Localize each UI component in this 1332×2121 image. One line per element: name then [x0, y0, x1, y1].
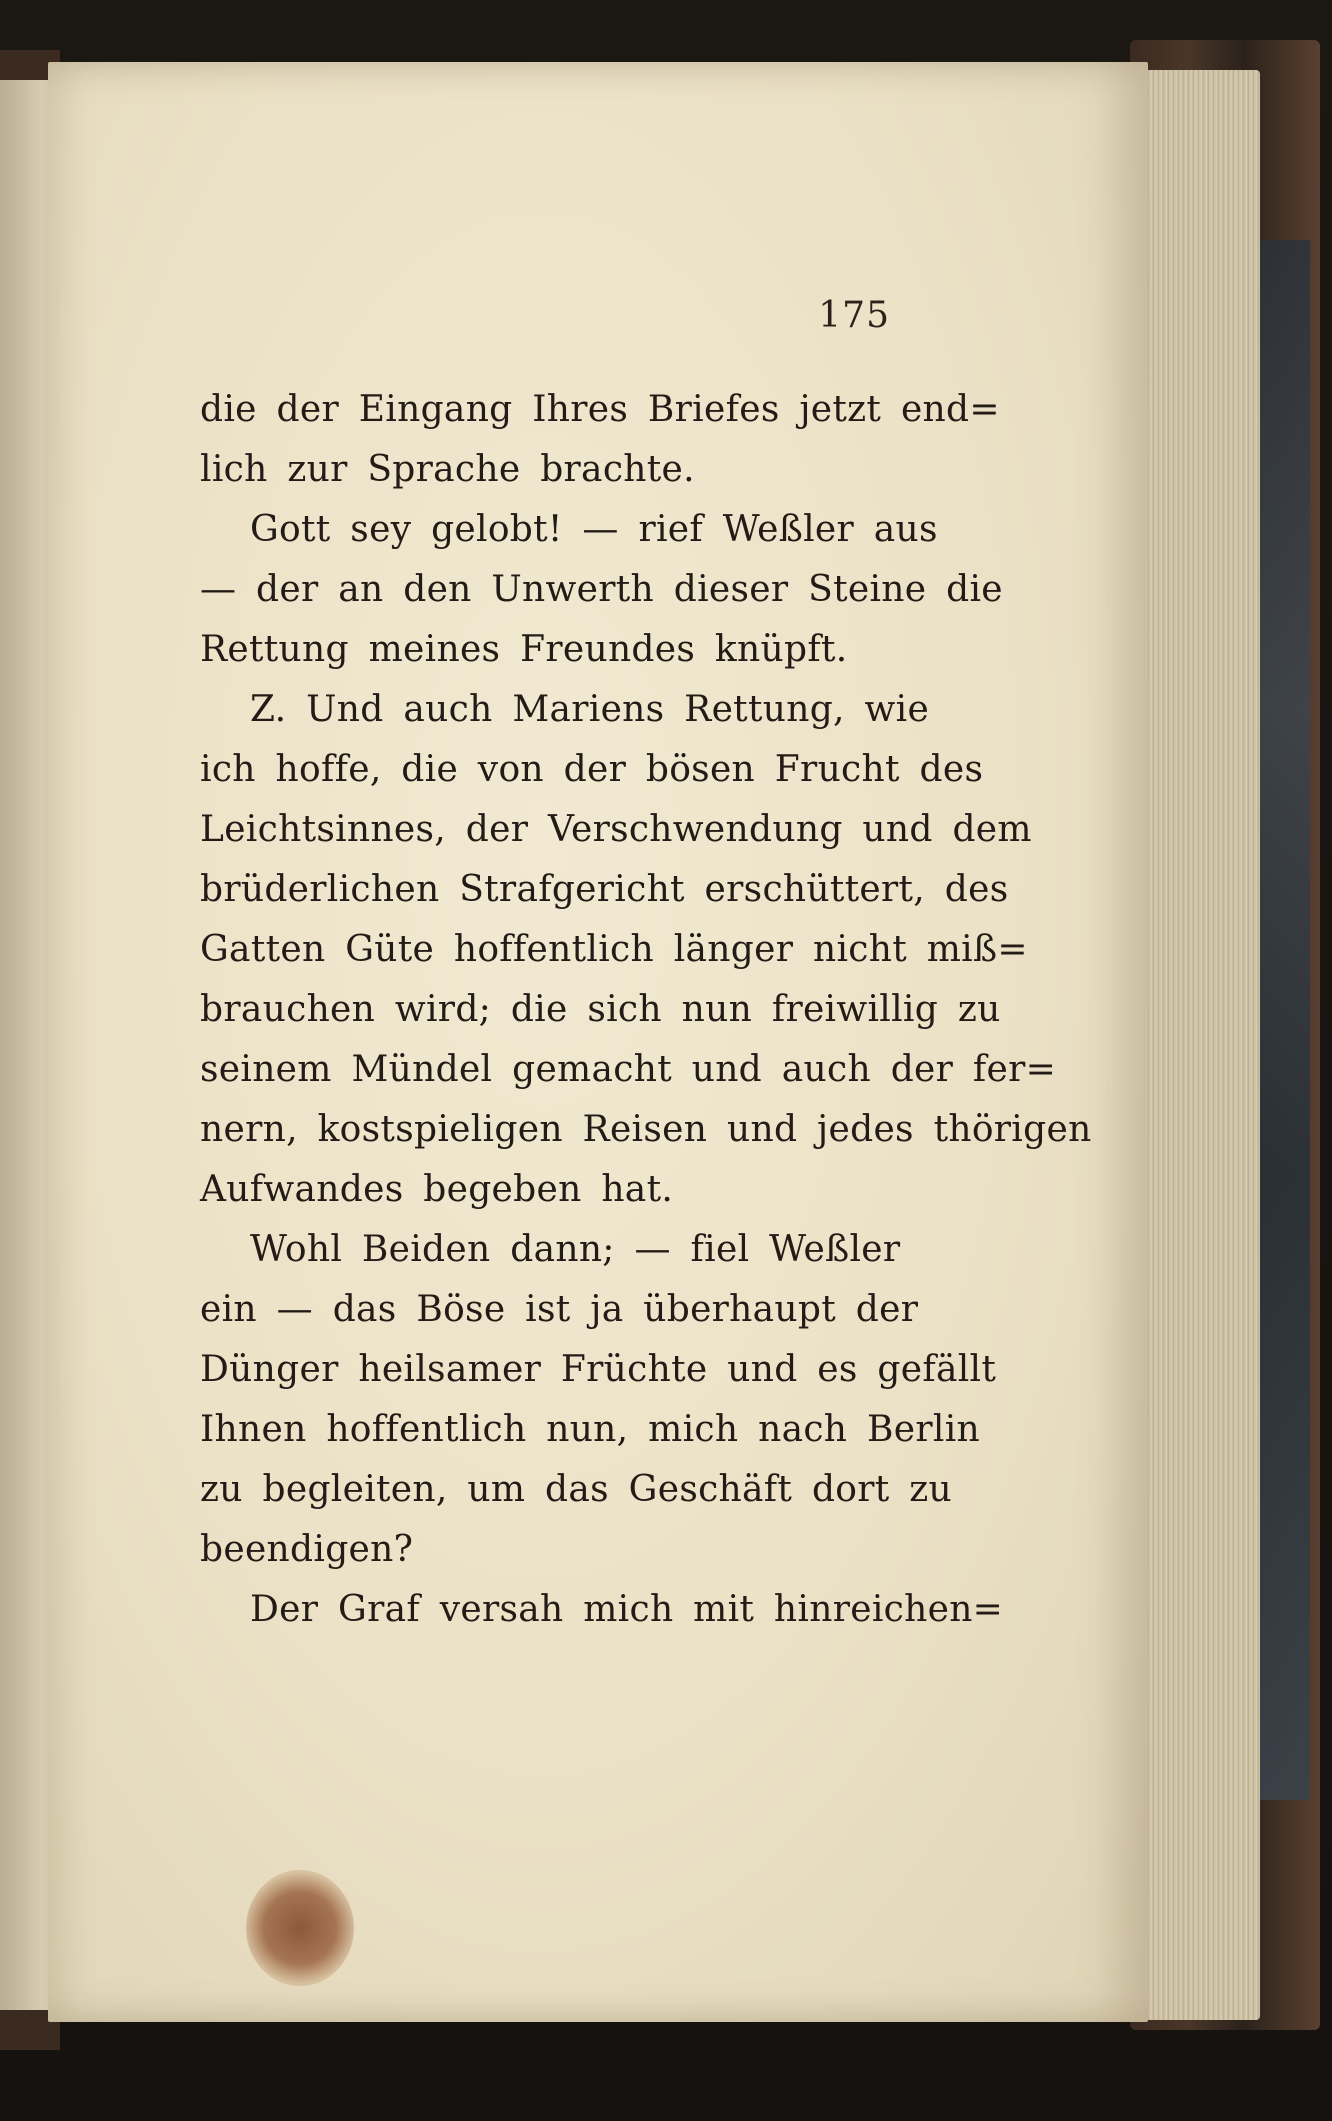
text-line: Z. Und auch Mariens Rettung, wie — [250, 689, 930, 730]
text-line: ich hoffe, die von der bösen Frucht des — [200, 749, 984, 790]
text-line: ein — das Böse ist ja überhaupt der — [200, 1289, 919, 1330]
text-line: brauchen wird; die sich nun freiwillig zu — [200, 989, 1001, 1030]
text-line: Wohl Beiden dann; — fiel Weßler — [250, 1229, 901, 1270]
text-line: lich zur Sprache brachte. — [200, 449, 695, 490]
text-line: — der an den Unwerth dieser Steine die — [200, 569, 1003, 610]
text-line: Ihnen hoffentlich nun, mich nach Berlin — [200, 1409, 981, 1450]
text-line: zu begleiten, um das Geschäft dort zu — [200, 1469, 953, 1510]
text-line: Gatten Güte hoffentlich länger nicht miß= — [200, 929, 1028, 970]
page-number: 175 — [818, 295, 890, 336]
text-line: Aufwandes begeben hat. — [200, 1169, 674, 1210]
text-line: nern, kostspieligen Reisen und jedes thörigen — [200, 1109, 1092, 1150]
text-line: Dünger heilsamer Früchte und es gefällt — [200, 1349, 997, 1390]
text-line: beendigen? — [200, 1529, 414, 1570]
page-stain — [246, 1870, 354, 1986]
text-line: seinem Mündel gemacht und auch der fer= — [200, 1049, 1057, 1090]
text-line: Leichtsinnes, der Verschwendung und dem — [200, 809, 1032, 850]
text-line: Rettung meines Freundes knüpft. — [200, 629, 848, 670]
text-line: Der Graf versah mich mit hinreichen= — [250, 1589, 1004, 1630]
text-line: Gott sey gelobt! — rief Weßler aus — [250, 509, 938, 550]
text-line: brüderlichen Strafgericht erschüttert, des — [200, 869, 1009, 910]
text-line: die der Eingang Ihres Briefes jetzt end= — [200, 389, 1000, 430]
